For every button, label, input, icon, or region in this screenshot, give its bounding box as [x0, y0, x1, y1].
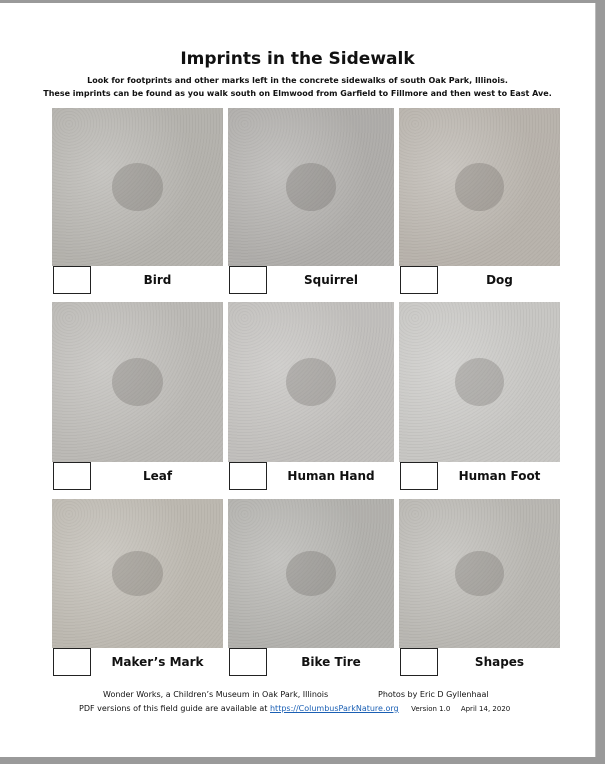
- checkbox-bike-tire[interactable]: [229, 648, 267, 676]
- footer-museum: Wonder Works, a Children’s Museum in Oak Park, Illinois: [103, 690, 329, 699]
- photo-dog: [399, 108, 560, 266]
- imprint-mark: [286, 358, 336, 406]
- label-dog: Dog: [486, 273, 513, 287]
- checkbox-squirrel[interactable]: [229, 266, 267, 294]
- imprint-mark: [112, 163, 163, 210]
- subtitle-line-1: Look for footprints and other marks left in the concrete sidewalks of south Oak Park, Illinois.: [87, 76, 508, 85]
- label-maker-s-mark: Maker’s Mark: [111, 655, 204, 669]
- footer-date: April 14, 2020: [460, 705, 511, 713]
- checkbox-shapes[interactable]: [400, 648, 438, 676]
- checkbox-human-foot[interactable]: [400, 462, 438, 490]
- footer-pdf-text: PDF versions of this field guide are available at: [79, 704, 268, 713]
- imprint-mark: [455, 551, 503, 596]
- checkbox-leaf[interactable]: [53, 462, 91, 490]
- photo-shapes: [399, 499, 560, 648]
- label-human-hand: Human Hand: [287, 469, 375, 483]
- checkbox-human-hand[interactable]: [229, 462, 267, 490]
- photo-human-foot: [399, 302, 560, 462]
- page-title: Imprints in the Sidewalk: [180, 49, 415, 69]
- imprint-mark: [112, 358, 163, 406]
- label-human-foot: Human Foot: [458, 469, 541, 483]
- label-bird: Bird: [143, 273, 172, 287]
- photo-leaf: [52, 302, 223, 462]
- label-bike-tire: Bike Tire: [301, 655, 361, 669]
- footer-photos-credit: Photos by Eric D Gyllenhaal: [378, 690, 489, 699]
- imprint-mark: [286, 551, 336, 596]
- imprint-mark: [112, 551, 163, 596]
- footer-version: Version 1.0: [411, 705, 451, 713]
- document-page: [0, 3, 596, 757]
- subtitle-line-2: These imprints can be found as you walk south on Elmwood from Garfield to Fillmore and then west to East Ave.: [43, 89, 552, 98]
- checkbox-bird[interactable]: [53, 266, 91, 294]
- imprint-mark: [455, 163, 503, 210]
- label-squirrel: Squirrel: [304, 273, 358, 287]
- photo-bird: [52, 108, 223, 266]
- label-leaf: Leaf: [142, 469, 173, 483]
- label-shapes: Shapes: [474, 655, 525, 669]
- imprint-mark: [455, 358, 503, 406]
- photo-human-hand: [228, 302, 394, 462]
- checkbox-maker-s-mark[interactable]: [53, 648, 91, 676]
- photo-maker-s-mark: [52, 499, 223, 648]
- photo-squirrel: [228, 108, 394, 266]
- photo-bike-tire: [228, 499, 394, 648]
- imprint-mark: [286, 163, 336, 210]
- checkbox-dog[interactable]: [400, 266, 438, 294]
- website-link[interactable]: https://ColumbusParkNature.org: [269, 704, 399, 713]
